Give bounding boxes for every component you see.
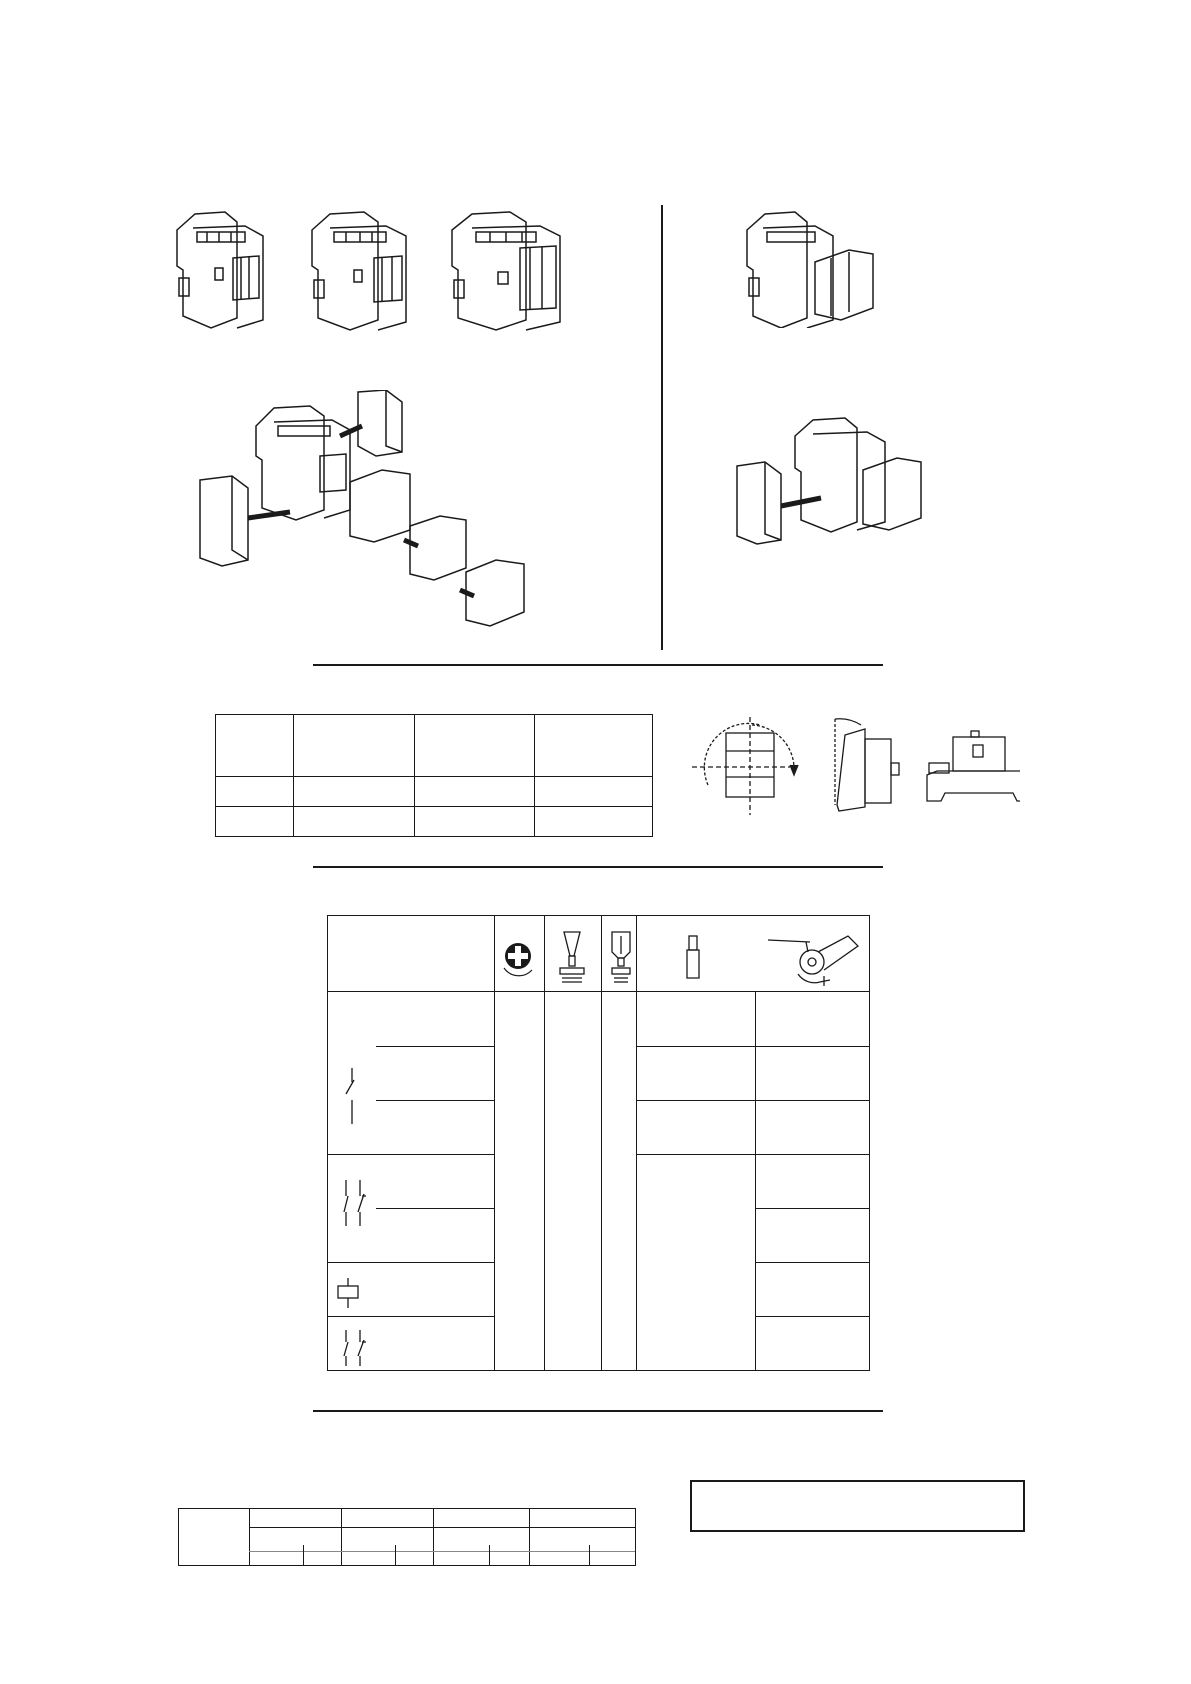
exploded-assembly	[190, 390, 560, 645]
table-row-divider	[755, 1154, 869, 1155]
table-cell	[534, 807, 652, 837]
table-row-divider	[636, 1154, 755, 1155]
table-cell	[414, 807, 534, 837]
table-subcolumn-divider	[589, 1545, 590, 1565]
table-column-divider	[341, 1509, 342, 1565]
table-row-divider	[755, 1208, 869, 1209]
table-subcolumn-divider	[303, 1545, 304, 1565]
section-divider-1	[313, 664, 883, 666]
contactor-small	[177, 212, 263, 328]
rating-table	[178, 1508, 636, 1566]
contactor-row-figure	[175, 208, 615, 333]
tilt-view	[835, 719, 899, 811]
table-row-divider	[376, 1100, 494, 1101]
table-cell	[294, 777, 414, 807]
table-subcolumn-divider	[489, 1545, 490, 1565]
note-box	[690, 1480, 1025, 1532]
section-divider-2	[313, 866, 883, 868]
top-aux-block	[358, 390, 402, 456]
table-row-divider	[249, 1551, 635, 1552]
table-cell	[534, 777, 652, 807]
table-column-divider	[249, 1509, 250, 1565]
table-row-divider	[249, 1527, 635, 1528]
table-column-divider	[544, 916, 545, 1370]
rail-mount-view	[927, 731, 1020, 801]
table-cell	[216, 807, 294, 837]
table-row-divider	[636, 1046, 755, 1047]
table-column-divider	[636, 916, 637, 1370]
ferrule-icon	[683, 934, 703, 982]
section-divider-3	[313, 1410, 883, 1412]
no-contact-symbol	[338, 1066, 366, 1126]
table-row-divider	[755, 1046, 869, 1047]
front-aux-block-2	[410, 516, 466, 580]
table-cell	[216, 715, 294, 777]
table-column-divider	[433, 1509, 434, 1565]
table-column-divider	[601, 916, 602, 1370]
table-cell	[216, 777, 294, 807]
table-row-divider	[636, 1100, 755, 1101]
side-aux-block	[200, 476, 248, 566]
table-column-divider	[494, 916, 495, 1370]
table-cell	[294, 715, 414, 777]
table-row-divider	[755, 1262, 869, 1263]
table-column-divider	[755, 992, 756, 1370]
front-aux-block-3	[466, 560, 524, 626]
table-row-divider	[755, 1316, 869, 1317]
assembly-connector-arrows	[248, 426, 474, 596]
table-header-divider	[328, 991, 869, 992]
table-row-divider	[755, 1100, 869, 1101]
table-row-divider	[328, 1316, 494, 1317]
contactor-side-mount-assembly	[735, 410, 935, 545]
specs-table	[215, 714, 653, 837]
coil-symbol	[334, 1276, 364, 1310]
section-divider-vertical	[661, 205, 663, 650]
table-row-divider	[376, 1208, 494, 1209]
table-cell	[414, 715, 534, 777]
contactor-medium	[312, 212, 406, 330]
pozidriv-icon	[500, 938, 540, 978]
nc-contact-pair-symbol-2	[334, 1328, 374, 1368]
mounting-views	[690, 715, 1020, 820]
table-row-divider	[328, 1262, 494, 1263]
table-cell	[294, 807, 414, 837]
ring-lug-icon	[768, 930, 864, 988]
contactor-with-aux-block	[745, 208, 885, 328]
table-row-divider	[376, 1046, 494, 1047]
contactor-large	[452, 212, 560, 330]
table-row-divider	[328, 1154, 494, 1155]
table-cell	[534, 715, 652, 777]
table-cell	[414, 777, 534, 807]
nc-contact-pair-symbol	[334, 1178, 374, 1228]
front-aux-block-1	[350, 470, 410, 542]
terminal-table	[327, 915, 870, 1371]
rotation-view	[692, 717, 798, 815]
table-subcolumn-divider	[395, 1545, 396, 1565]
flat-screwdriver-icon	[554, 930, 590, 986]
main-contactor	[256, 406, 324, 520]
pz-screwdriver-icon	[608, 930, 634, 986]
table-column-divider	[529, 1509, 530, 1565]
